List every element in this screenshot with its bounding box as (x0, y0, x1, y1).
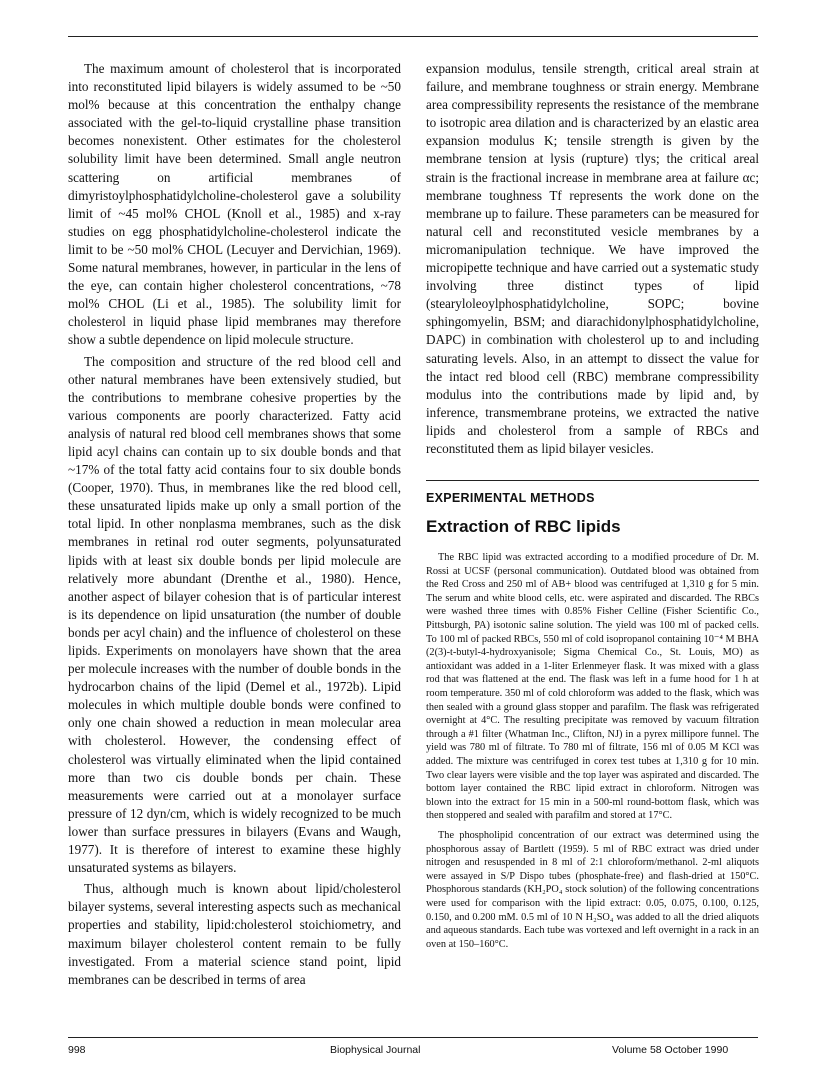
left-column (68, 60, 401, 992)
section-divider (426, 480, 759, 481)
page-number: 998 (68, 1044, 86, 1056)
methods-paragraph: The phospholipid concentration of our extract was determined using the phosphorous assay of Bartlett (1959). 5 ml of RBC extract was dried under nitrogen and resuspended in 8 ml of 2:1 chloroform/methanol. 2-ml aliquots were assayed in S/P Dispo tubes (phosphate-free) and flash-dried at 150°C. Phosphorous standards (KH₂PO₄ stock solution) of the following concentrations were used for comparison with the lipid extract: 0.05, 0.075, 0.100, 0.125, 0.150, and 0.200 mM. 0.5 ml of 10 N H₂SO₄ was added to all the dried aliquots and aqueous standards. Each tube was vortexed and left overnight in a rack in an oven at 150–160°C. (426, 829, 759, 950)
subsection-heading: Extraction of RBC lipids (426, 517, 621, 537)
body-paragraph-continuation: expansion modulus, tensile strength, critical areal strain at failure, and membrane toughness or strain energy. Membrane area compressibility represents the resistance of the membrane to isotropic area dilation and is characterized by an elastic area expansion modulus K; tensile strength is given by the membrane tension at lysis (rupture) τlys; the critical areal strain is the fractional increase in membrane area at failure αc; membrane toughness Tf represents the work done on the membrane up to failure. These parameters can be measured for natural cell and reconstituted vesicle membranes by a micromanipulation technique. We have improved the micropipette technique and have carried out a systematic study involving three distinct types of lipid (stearyloleoylphosphatidylcholine, SOPC; bovine sphingomyelin, BSM; and diarachidonylphosphatidylcholine, DAPC) in combination with cholesterol up to and including saturating levels. Also, in an attempt to dissect the value for the intact red blood cell (RBC) membrane compressibility modulus into the contributions made by lipid and, by inference, transmembrane proteins, we extracted the native lipids and cholesterol from a sample of RBCs and reconstituted them as lipid bilayer vesicles. (426, 61, 759, 456)
body-paragraph: Thus, although much is known about lipid/cholesterol bilayer systems, several interesting aspects such as mechanical properties and stability, lipid:cholesterol stoichiometry, and maximum bilayer cholesterol content remain to be fully investigated. From a material science stand point, lipid membranes can be described in terms of area (68, 881, 401, 987)
volume-info: Volume 58 October 1990 (612, 1044, 729, 1056)
methods-paragraph: The RBC lipid was extracted according to a modified procedure of Dr. M. Rossi at UCSF (personal communication). Outdated blood was obtained from the Red Cross and 250 ml of AB+ blood was centrifuged at 1,310 g for 5 min. The serum and white blood cells, etc. were aspirated and discarded. The RBCs were washed three times with 0.85% Fisher Celline (Fisher Scientific Co., Pittsburgh, PA) isotonic saline solution. The yield was 100 ml of packed cells. To 100 ml of packed RBCs, 550 ml of cold isopropanol containing 10⁻⁴ M BHA (2(3)-t-butyl-4-hydroxyanisole; Sigma Chemical Co., St. Louis, MO) as antioxidant was added in a 1-liter Erlenmeyer flask. It was mixed with a glass rod that was flattened at the end. The flask was left in a fume hood for 1 h at room temperature. 350 ml of cold chloroform was added to the flask, which was then sealed with a ground glass stopper and parafilm. The flask was refrigerated overnight at 4°C. The resulting precipitate was removed by vacuum filtration through a #1 filter (Whatman Inc., Clifton, NJ) in a pyrex millipore funnel. The yield was 780 ml of filtrate. To 780 ml of filtrate, 156 ml of 0.05 M KCl was added. The mixture was centrifuged in corex test tubes at 1,310 g for 10 min. Two clear layers were visible and the top layer was aspirated and discarded. The bottom layer contained the RBC lipid extract in chloroform. Nitrogen was blown into the extract for 15 min in a 500-ml round-bottom flask, which was then stoppered and sealed with parafilm and stored at 17°C. (426, 552, 759, 822)
body-paragraph: The composition and structure of the red blood cell and other natural membranes have been extensively studied, but the contributions to membrane cohesive properties by the various components are poorly characterized. Fatty acid analysis of natural red blood cell membranes shows that some lipid acyl chains can contain up to six double bonds and that ~17% of the total fatty acid contains four to six double bonds (Cooper, 1970). Thus, in membranes like the red blood cell, these unsaturated lipids make up only a small portion of the total lipid. In other nonplasma membranes, such as the disk membranes in retinal rod outer segments, polyunsaturated lipids with at least six double bonds per lipid molecule are relatively more abundant (Drenthe et al., 1980). Hence, another aspect of bilayer cohesion that is of particular interest is its dependence on lipid unsaturation (the number of double bonds per acyl chain) and the influence of cholesterol on these lipids. Experiments on monolayers have shown that the area per molecule increases with the number of double bonds in the hydrocarbon chains of the lipid (Demel et al., 1972b). Lipid molecules in which multiple double bonds were confined to only one chain showed a reduction in mean molecular area with cholesterol. However, the condensing effect of cholesterol was virtually eliminated when the lipid contained more than two cis double bonds per chain. These measurements were carried out at a monolayer surface pressure of 12 dyn/cm, which is widely recognized to be much lower than surface pressures in bilayers (Evans and Waugh, 1977). It is therefore of interest to examine these highly unsaturated systems as bilayers. (68, 353, 401, 876)
section-heading: EXPERIMENTAL METHODS (426, 491, 595, 506)
journal-name: Biophysical Journal (330, 1044, 421, 1056)
body-paragraph: The maximum amount of cholesterol that is incorporated into reconstituted lipid bilayers is widely assumed to be ~50 mol% because at this concentration the enthalpy change associated with the gel-to-liquid crystalline phase transition becomes nonexistent. Other estimates for the cholesterol solubility limit have been determined. Small angle neutron scattering on artificial membranes of dimyristoylphosphatidylcholine-cholesterol gave a solubility limit of ~45 mol% CHOL (Knoll et al., 1985) and x-ray studies on egg phosphatidylcholine-cholesterol indicate the limit to be ~50 mol% CHOL (Lecuyer and Dervichian, 1969). Some natural membranes, however, in particular in the lens of the eye, can contain higher cholesterol concentrations, ~78 mol% CHOL (Li et al., 1985). The solubility limit for cholesterol in liquid phase lipid membranes may therefore show a subtle dependence on lipid molecule structure. (68, 61, 401, 348)
footer-rule (68, 1037, 758, 1038)
right-column (426, 60, 759, 957)
top-rule (68, 36, 758, 37)
